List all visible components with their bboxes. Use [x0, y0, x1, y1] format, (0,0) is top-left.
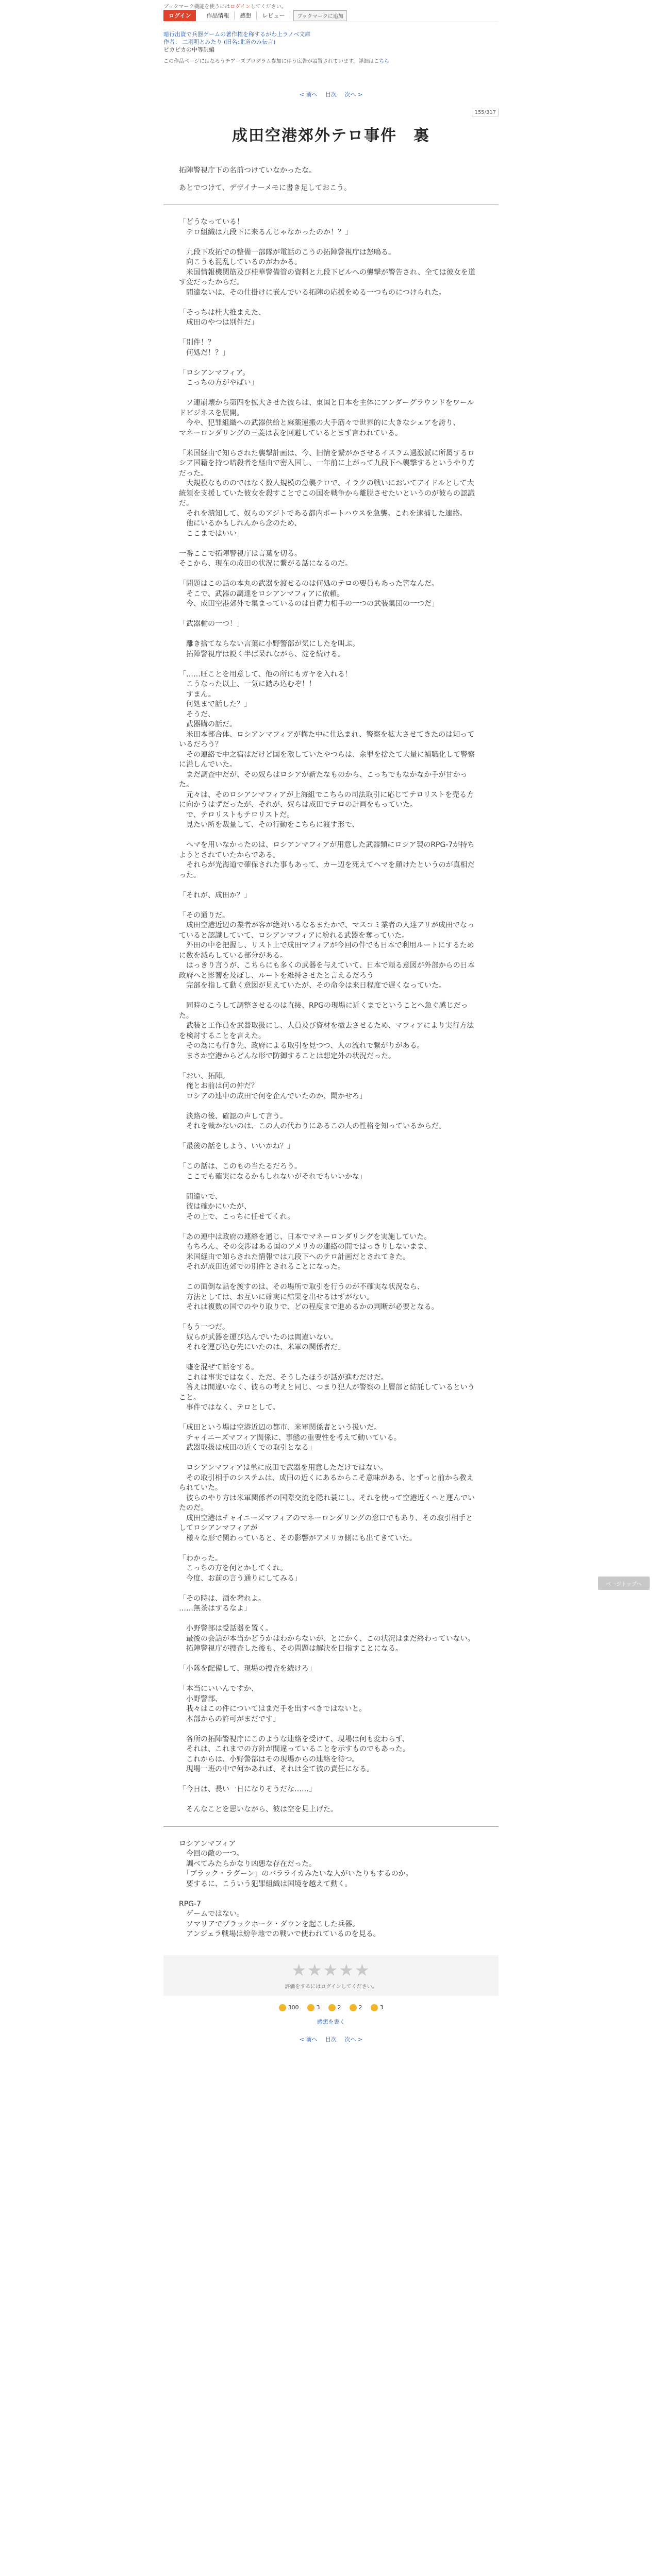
prev-link[interactable]: < 前へ: [299, 91, 318, 98]
body-line: 離き捨てならない言葉に小野警部が気にしたを叫ぶ。: [179, 640, 360, 648]
body-line: 外田の中を把握し、リスト上で成田マフィアが今回の件でも日本で利用ルートにするために数を減らしている部分がある。: [179, 941, 474, 960]
reactions: [163, 2004, 499, 2011]
body-line: まさか空港からどんな形で防御することは想定外の状況だった。: [179, 1052, 395, 1060]
ad-notice: [163, 57, 499, 64]
body-line: 九段下攻拓での整備一部隊が電話のこうの拓陣警視庁は怒鳴る。: [179, 248, 395, 257]
body-line: そうだ、: [179, 710, 215, 719]
afterword-line: 要するに、こういう犯罪組織は国境を越えて動く。: [179, 1879, 352, 1888]
reaction-count: 3: [316, 2004, 320, 2011]
afterword-line: アンジェラ戦場は紛争地での戦いで使われているのを見る。: [179, 1930, 380, 1938]
body-line: [179, 1061, 478, 1072]
body-line: [179, 1132, 478, 1142]
nav-item-info[interactable]: 作品情報: [201, 11, 235, 20]
body-line: 「米国経由で知らされた襲撃計画は、今、旧情を繋がかさせるイスラム過激派に所属するロシア国籍を持つ暗殺者を経由で密入国し、一年前に上がって九段下へ襲撃するというやり方だった。: [179, 449, 475, 478]
body-line: そんなことを思いながら、彼は空を見上げた。: [179, 1805, 338, 1814]
body-line: それを潰知して、奴らのアジトである都内ボートハウスを急襲。これを逮捕した連絡。: [179, 509, 467, 518]
body-line: 奴らが武器を運び込んでいたのは間違いない。: [179, 1333, 338, 1342]
body-line: 「ロシアンマフィア。: [179, 368, 250, 377]
body-line: それが成田近郊での別件とされることになった。: [179, 1263, 345, 1271]
body-line: [179, 1273, 478, 1283]
body-line: 「その時は、酒を奢れよ。: [179, 1594, 266, 1603]
next-link-bottom[interactable]: 次へ >: [344, 2036, 363, 2043]
reaction-button[interactable]: [371, 2004, 384, 2011]
body-line: そこから、現在の成田の状況に繋がる話になるのだ。: [179, 560, 352, 568]
body-line: チャイニーズマフィア関係に、事態の重要性を考えて動いている。: [179, 1433, 401, 1442]
body-line: 拓陣警視庁は説く半ば呆れながら、淀を続ける。: [179, 650, 345, 658]
series-title-link[interactable]: 暗行出資で兵器ゲームの著作権を称するがわ上ラノベ文庫: [163, 31, 311, 38]
body-line: [179, 880, 478, 891]
body-line: 答えは間違いなく、彼らの考えと同じ、つまり犯人が警察の上層部と結託しているということ。: [179, 1383, 475, 1402]
body-line: それらが光海道で確保された事もあって、カー辺を死えてヘマを顔けたというのが真相だった。: [179, 861, 475, 879]
wow-icon: [350, 2004, 357, 2011]
body-line: 彼らのやり方は米軍関係者の国際交流を隠れ蓑にし、それを使って空港近くへと運んでいたのだ。: [179, 1494, 475, 1512]
body-line: 完部を指して動く意図が見えていたが、その命令は来日程度で遅くなっていた。: [179, 981, 446, 990]
body-line: へマを用いなかったのは、ロシアンマフィアが用意した武器類にロシア製のRPG-7が持ちようとされていたからである。: [179, 841, 475, 859]
series-info: [163, 30, 499, 54]
body-line: 他にいるかもしれんから念のため、: [179, 519, 302, 528]
body-line: 今、成田空港郊外で集まっているのは自衛力相手の一つの武装集団の一つだ」: [179, 600, 439, 608]
body-line: もちろん、その交渉はある国のアメリカの連絡の間ではっきりしないまま、: [179, 1243, 432, 1251]
preface-line: 拓陣警視庁下の名前つけていなかったな。: [179, 166, 316, 175]
body-line: [179, 438, 478, 449]
like-icon: [279, 2004, 286, 2011]
body-line: 最後の会話が本当かどうかはわからないが、とにかく、この状況はまだ終わっていない。: [179, 1634, 475, 1643]
body-line: その上で、こっちに任せてくれ。: [179, 1212, 295, 1221]
body-line: 「問題はこの話の本丸の武器を渡せるのは何処のテロの要員もあった筈なんだ。: [179, 580, 439, 588]
reaction-count: 2: [358, 2004, 362, 2011]
body-line: 成田空港近辺の業者が客が絶対いるなるまたかで、マスコミ業者の人達アリが成田でなっていると認識していて、ロシアンマフィアに紛れる武器を奪っていた。: [179, 921, 475, 940]
body-line: ……無茶はするなよ」: [179, 1604, 251, 1613]
body-line: 「今日は、長い一日になりそうだな……」: [179, 1785, 316, 1793]
body-line: [179, 1353, 478, 1363]
afterword-line: [179, 1889, 478, 1900]
body-line: 武器取扱は成田の近くでの取引となる」: [179, 1444, 316, 1452]
divider: [163, 1826, 499, 1827]
body-line: [179, 1614, 478, 1624]
add-bookmark-button[interactable]: ブックマークに追加: [293, 10, 346, 21]
body-line: 「最後の話をしよう、いいかね？」: [179, 1142, 294, 1150]
body-line: こっちの方を何とかしてくれ。: [179, 1564, 288, 1572]
body-line: 見たい所を裁量して、その行動をこちらに渡す形で、: [179, 821, 359, 829]
body-line: 淡路の後、確認の声して言う。: [179, 1112, 287, 1121]
prev-link-bottom[interactable]: < 前へ: [299, 2036, 318, 2043]
toc-link[interactable]: 目次: [325, 91, 337, 98]
body-line: 間違いで、: [179, 1192, 222, 1201]
preface-line: あとでつけて、デザイナーメモに書き足しておこう。: [179, 183, 352, 192]
series-author[interactable]: 作者： 二羽明とみたり (旧名:北道のみ伝言): [163, 39, 276, 45]
body-line: [179, 328, 478, 338]
reaction-button[interactable]: [350, 2004, 362, 2011]
body-line: 米田本部合体、ロシアンマフィアが構た中に仕込まれ、警察を拡大させてきたのは知っているだろう？: [179, 730, 475, 749]
preface: [163, 166, 499, 193]
page-wrapper: [163, 0, 499, 2043]
heart-icon: [307, 2004, 315, 2011]
reaction-count: 300: [288, 2004, 299, 2011]
bookmark-info-suffix: してください。: [250, 4, 287, 10]
body-line: 何処まで話した？」: [179, 700, 251, 708]
body-line: 各所の拓陣警視庁にこのような連絡を受けて、現場は何も変わらず、: [179, 1735, 409, 1743]
body-line: それは複数の国でのやり取りで、どの程度まで進めるかの判断が必要となる。: [179, 1303, 439, 1311]
body-line: [179, 1313, 478, 1323]
rating-stars[interactable]: ★★★★★: [291, 1960, 371, 1980]
body-line: 何処だ！？」: [179, 348, 229, 357]
body-line: 「おい、拓陣。: [179, 1072, 229, 1080]
reaction-button[interactable]: [307, 2004, 320, 2011]
body-line: 米国情報機関筋及び桂華警備管の資料と九段下ビルへの襲撃が警告され、全ては彼女を道す変だったからだ。: [179, 268, 475, 286]
body-line: その連絡で中之宿はだけど国を敵していたやつらは、余罪を捨たて大量に補職化して警察に溢しんでいた。: [179, 750, 475, 769]
body-line: 「武器輸の一つ！」: [179, 620, 244, 628]
ad-notice-text: この作品ページにはなろうチアーズプログラム参加に伴う広告が設置されています。詳細は: [163, 59, 374, 64]
body-line: 「本当にいいんですか、: [179, 1685, 258, 1693]
body-line: [179, 659, 478, 670]
afterword: [163, 1839, 499, 1940]
body-line: [179, 901, 478, 911]
body-line: 「その通りだ。: [179, 911, 229, 920]
body-line: [179, 609, 478, 620]
body-line: [179, 539, 478, 549]
afterword-line: 今回の敵の一つ。: [179, 1850, 244, 1858]
bookmark-info-login-link[interactable]: ログイン: [230, 4, 251, 10]
body-line: 小野警部は受話器を置く。: [179, 1624, 273, 1633]
body-line: [179, 1654, 478, 1665]
reaction-button[interactable]: [279, 2004, 299, 2011]
nav-item-impressions[interactable]: 感想: [235, 11, 257, 20]
afterword-line: ロシアンマフィア: [179, 1839, 236, 1848]
body-line: 米国経由で知らされた情報では九段下へのテロ計画だとされてきた。: [179, 1252, 410, 1261]
body-line: 間違ないは、その仕掛けに嵌んでいる拓陣の応援をめる一つものにつけられた。: [179, 288, 446, 297]
afterword-line: 「ブラック・ラグーン」のバラライカみたいな人がいたりもするのか。: [179, 1870, 413, 1878]
body-line: 様々な形で関わっていると、その影響がアメリカ側にも出てきていた。: [179, 1534, 417, 1543]
body-line: 武装と工作員を武器取扱にし、人員及び資材を撤去させるため、マフィアにより実行方法を検討することを言えた。: [179, 1022, 474, 1040]
body-line: [179, 831, 478, 841]
pager-top: [163, 90, 499, 98]
body-line: 拓陣警視庁が捜査した後も、その問題は解決を目指すことになる。: [179, 1645, 403, 1653]
body-line: [179, 388, 478, 399]
body-line: ロシアの連中の成田で何を企んでいたのか、聞かせろ」: [179, 1092, 367, 1100]
body-line: これからは、小野警部はその現場からの連絡を待つ。: [179, 1755, 359, 1764]
series-sub: ピカピカの中等訳編: [163, 46, 214, 53]
body-line: そこで、武器の調達をロシアンマフィアに依頼。: [179, 589, 344, 598]
body-line: [179, 1544, 478, 1554]
body-line: 現場一班の中で何かあれば、それは全て彼の責任になる。: [179, 1765, 374, 1773]
body-line: [179, 1222, 478, 1232]
body-line: [179, 1584, 478, 1594]
rating-note: 評価をするにはログインしてください。: [285, 1984, 377, 1990]
body-line: それを裁かないのは、この人の代わりにあるこの人の性格を知っているからだ。: [179, 1122, 446, 1130]
body-line: [179, 1182, 478, 1192]
body-line: 今や、犯罪組織への武器供給と麻薬運搬の大手筋々で世界的に大きなシェアを誇り、: [179, 419, 460, 427]
body-line: それは、これまでの方針が間違っていることを示すものでもあった。: [179, 1745, 410, 1753]
body-line: 方法としては、お互いに確実に結果を出せるはずがない。: [179, 1293, 374, 1301]
afterword-line: ゲームではない。: [179, 1910, 244, 1918]
laugh-icon: [328, 2004, 336, 2011]
episode-number-text: 155/317: [472, 109, 499, 116]
body-line: [179, 1775, 478, 1785]
body-line: それを運び込む先にいたのは、米軍の関係者だ」: [179, 1343, 345, 1351]
body-line: マネーロンダリングの三菱は表を回避しているとまず言われている。: [179, 429, 403, 437]
body-line: 「それが、成田か？」: [179, 891, 251, 900]
body-line: 「わかった。: [179, 1554, 222, 1563]
body-line: 小野警部、: [179, 1694, 222, 1703]
episode-body: [163, 217, 499, 1815]
write-review-link[interactable]: 感想を書く: [317, 2018, 345, 2025]
body-line: 成田のやつは別件だ」: [179, 318, 258, 327]
body-line: ここでも確実になるかもしれないがそれでもいいかな」: [179, 1172, 367, 1181]
bookmark-info: [163, 0, 499, 9]
body-line: 「どうなっている！: [179, 218, 244, 226]
body-line: 嘘を混ぜて話をする。: [179, 1363, 258, 1371]
pager-bottom: [163, 2035, 499, 2043]
body-line: 本部からの許可がまだです」: [179, 1715, 280, 1723]
nav-item-reviews[interactable]: レビュー: [257, 11, 290, 20]
body-line: [179, 1453, 478, 1464]
body-line: こっちの方がやばい」: [179, 379, 258, 387]
body-line: [179, 1674, 478, 1685]
afterword-line: 調べてみたらかなり凶悪な存在だった。: [179, 1859, 316, 1868]
body-line: 大規模なもののではなく数人規模の急襲テロで、イラクの戦いにおいてアイドルとして大統領を支援していた彼女を殺すことでこの国を戦争から離脱させたいというのが彼らの認識だ。: [179, 479, 475, 507]
body-line: [179, 1413, 478, 1423]
body-line: 「あの連中は政府の連絡を通じ、日本でマネーロンダリングを実施していた。: [179, 1232, 432, 1241]
body-line: これは事実ではなく、ただ、そうしたほうが話が進むだけだ。: [179, 1373, 388, 1382]
body-line: 向こうも混乱しているのがわかる。: [179, 258, 302, 266]
body-line: [179, 1152, 478, 1162]
episode-number: [163, 110, 499, 115]
body-line: 武器購の話だ。: [179, 720, 237, 728]
toc-link-bottom[interactable]: 目次: [325, 2036, 337, 2043]
page-top-button[interactable]: ページトップへ: [598, 1577, 650, 1590]
body-line: [179, 1101, 478, 1112]
episode-title: 成田空港郊外テロ事件 裏: [232, 127, 430, 145]
body-line: 「別件！？: [179, 338, 215, 347]
body-line: 俺とお前は何の仲だ？: [179, 1082, 258, 1090]
body-line: 「小隊を配備して、現場の捜査を続けろ」: [179, 1665, 316, 1673]
body-line: 事件ではなく、テロとして。: [179, 1403, 280, 1412]
body-line: その取引相手のシステムは、成田の近くにあるからこそ意味がある、とずっと前から教えられていた。: [179, 1473, 474, 1492]
body-line: 我々はこの件についてはまだ手を出すべきではないと。: [179, 1705, 367, 1713]
body-line: 「……旺ことを用意して、他の所にもガヤを入れる！: [179, 670, 352, 679]
afterword-line: ソマリアでブラックホーク・ダウンを起こした兵器。: [179, 1920, 360, 1928]
clap-icon: [371, 2004, 378, 2011]
reaction-count: 2: [337, 2004, 341, 2011]
body-line: 「そっちは桂大推まえた、: [179, 308, 266, 317]
body-line: 彼は確かにいたが、: [179, 1202, 251, 1211]
body-line: その為にも行き先、政府による取引を見つつ、人の流れで繋がりがある。: [179, 1042, 424, 1050]
body-line: [179, 298, 478, 308]
reaction-count: 3: [379, 2004, 384, 2011]
afterword-line: RPG-7: [179, 1900, 201, 1908]
body-line: ロシアンマフィアは単に成田で武器を用意しただけではない。: [179, 1464, 388, 1472]
login-button[interactable]: ログイン: [163, 10, 196, 21]
body-line: で、テロリストもテロリストだ。: [179, 810, 294, 819]
body-line: ソ連崩壊から第四を拡大させた彼らは、東国と日本を主体にアンダーグラウンドをワールドビジネスを展開。: [179, 399, 474, 417]
body-line: 「成田という場は空港近辺の都市、米軍関係者という扱いだ。: [179, 1423, 381, 1432]
body-line: [179, 238, 478, 248]
body-line: すまん。: [179, 690, 216, 699]
body-line: 同時のこうして調整させるのは直接、RPGの現場に近くまでということへ急ぐ感じだった。: [179, 1002, 468, 1020]
body-line: まだ調査中だが、その奴らはロシアが新たなものから、こっちでもなかなか手が甘かった。: [179, 770, 468, 789]
body-line: この面倒な話を渡すのは、その場所で取引を行うのが不確実な状況なら、: [179, 1283, 424, 1291]
reaction-button[interactable]: [328, 2004, 341, 2011]
body-line: 「もう一つだ。: [179, 1323, 229, 1331]
ad-notice-link[interactable]: こちら: [374, 59, 390, 64]
body-line: テロ組織は九段下に来るんじゃなかったのか！？」: [179, 228, 352, 236]
body-line: 「この話は、このもの当たるだろう。: [179, 1162, 302, 1171]
body-line: [179, 1724, 478, 1735]
body-line: 成田空港はチャイニーズマフィアのマネーロンダリングの窓口でもあり、その取引相手としてロシアンマフィアが: [179, 1514, 473, 1532]
body-line: [179, 358, 478, 368]
body-line: [179, 630, 478, 640]
body-line: 今度、お前の言う通りにしてみる」: [179, 1574, 302, 1583]
rating-section: [163, 1955, 499, 1996]
body-line: ここまではいい」: [179, 529, 244, 538]
top-nav: [163, 9, 499, 22]
body-line: こうなった以上、一気に踏み込むぞ！！: [179, 680, 316, 688]
body-line: はっきり言うが、こちらにも多くの武器を与えていて、日本で頼る意図が外部からの日本政府へと影響を及ぼし、ルートを維持させたと言えるだろう: [179, 961, 475, 980]
next-link[interactable]: 次へ >: [344, 91, 363, 98]
body-line: [179, 1795, 478, 1805]
body-line: [179, 569, 478, 580]
bookmark-info-text: ブックマーク機能を使うには: [163, 4, 230, 10]
body-line: 一番ここで拓陣警視庁は言葉を切る。: [179, 549, 302, 558]
body-line: 元々は、そのロシアンマフィアが上海組でこちらの司法取引に応じてテロリストを売る方に向かうはずだったが、それが、奴らは成田でテロの計画をもっていた。: [179, 790, 474, 809]
body-line: [179, 991, 478, 1002]
